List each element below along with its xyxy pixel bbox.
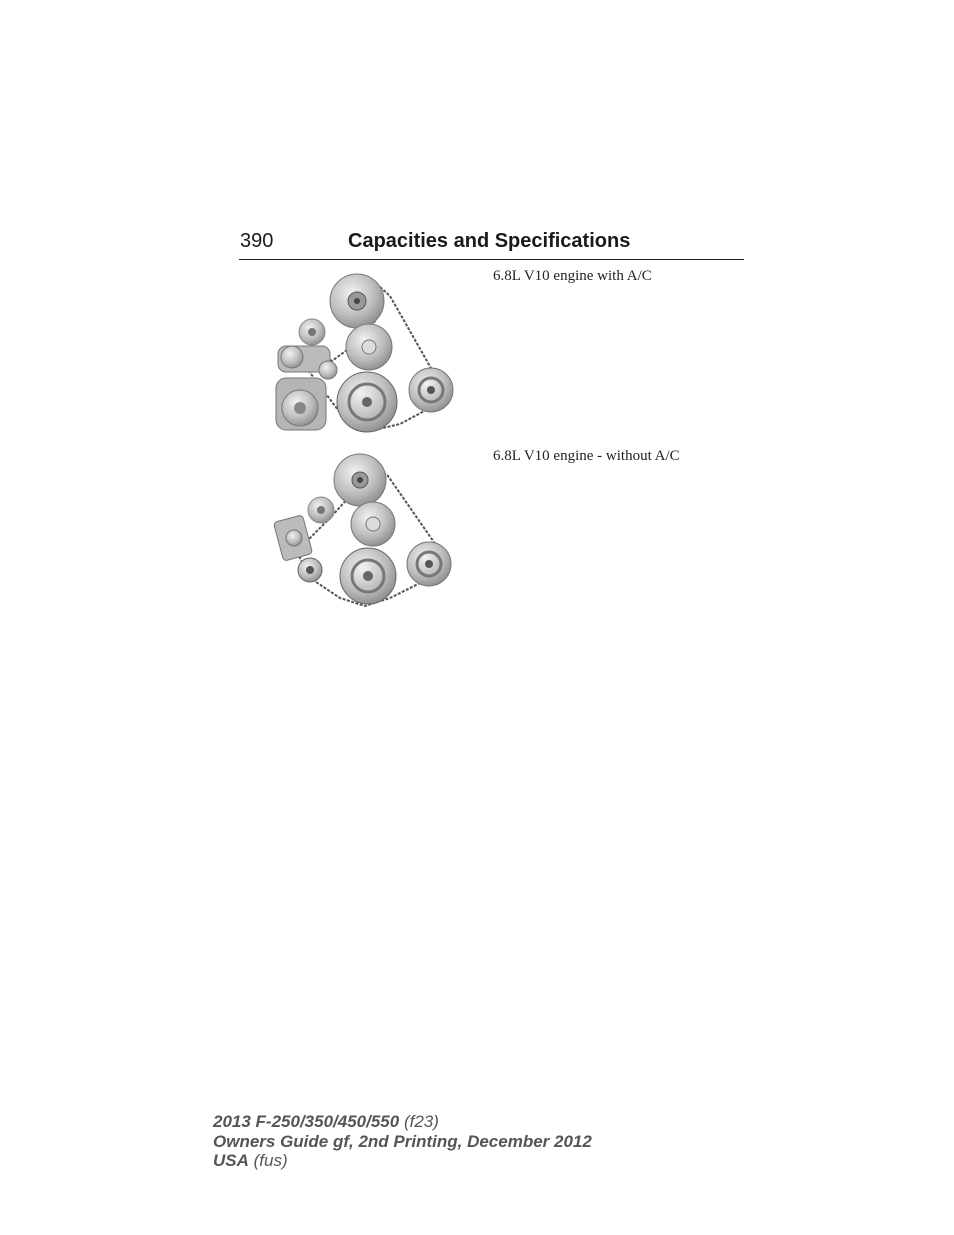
page-header [239,228,744,260]
footer-line-1 [213,1112,592,1132]
footer-market-code: (fus) [253,1151,288,1170]
footer-market: USA [213,1151,249,1170]
page-number: 390 [240,230,274,252]
belt-diagram-without-ac [270,448,460,618]
footer-line-3 [213,1151,592,1171]
footer-model-code: (f23) [403,1112,439,1131]
section-title: Capacities and Specifications [348,230,631,252]
document-footer [213,1112,592,1171]
footer-model: 2013 F-250/350/450/550 [213,1112,400,1131]
footer-guide-info: Owners Guide gf, 2nd Printing, December 2012 [213,1131,592,1151]
belt-diagram-with-ac [270,266,460,436]
belt-diagram-with-ac-drawing [270,266,460,436]
footer-line-2 [213,1132,592,1152]
figure-caption-without-ac: 6.8L V10 engine - without A/C [493,448,680,464]
figure-caption-with-ac: 6.8L V10 engine with A/C [493,268,652,284]
belt-diagram-without-ac-drawing [270,448,460,618]
